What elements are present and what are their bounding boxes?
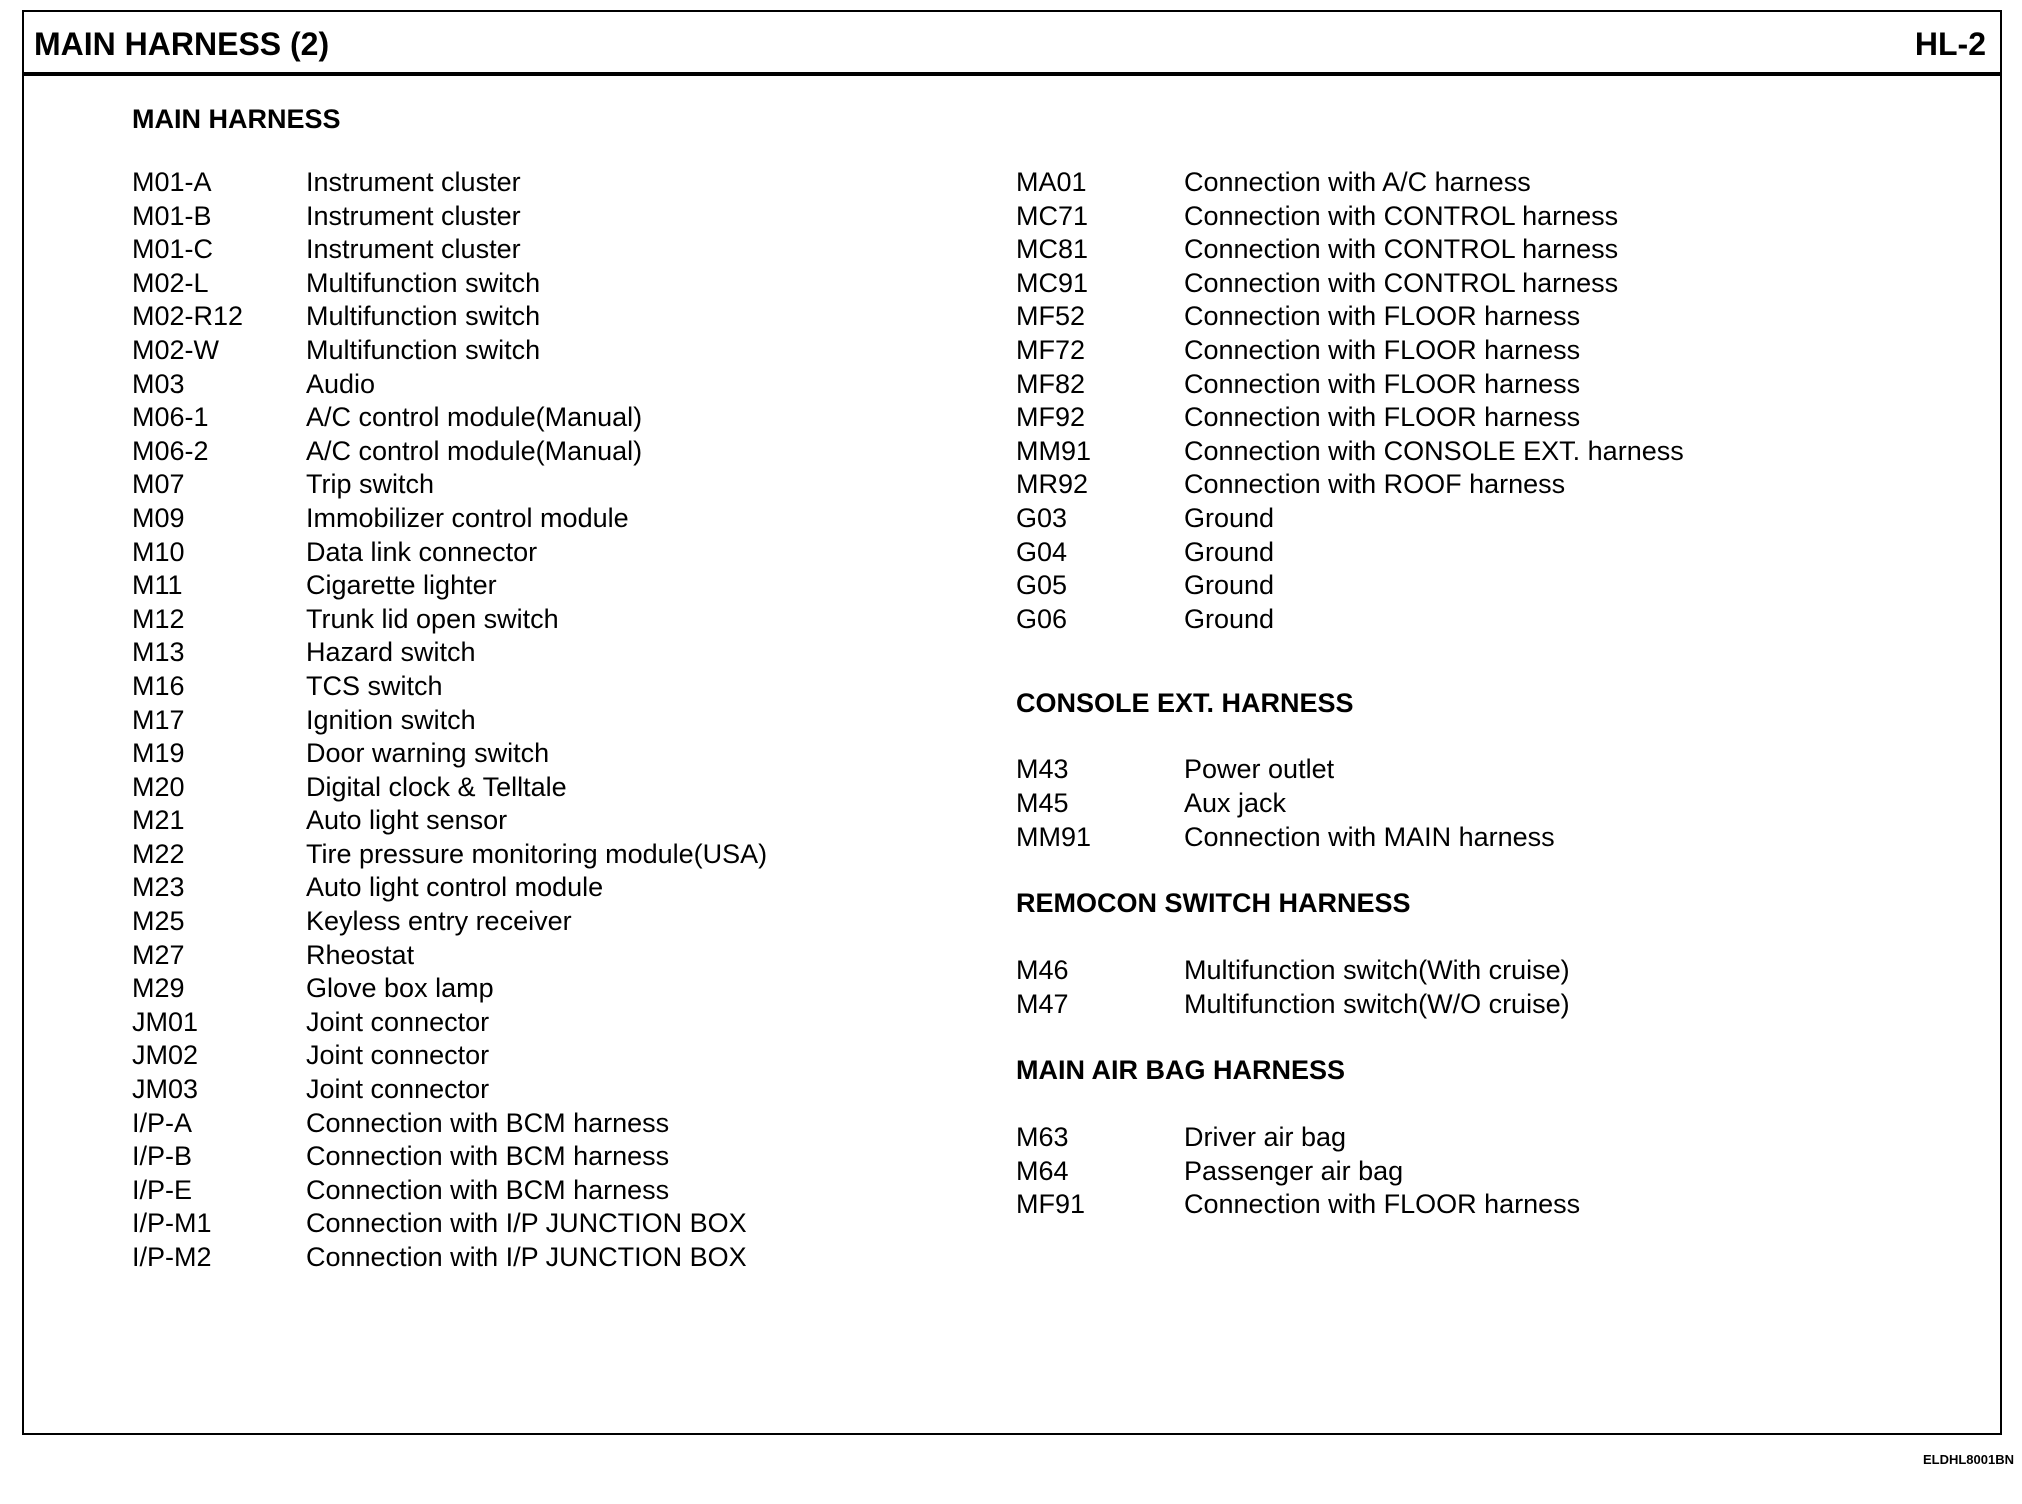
connector-description: Digital clock & Telltale xyxy=(306,771,567,802)
connector-code: M63 xyxy=(1016,1122,1069,1153)
connector-code: M02-L xyxy=(132,267,209,298)
connector-description: Immobilizer control module xyxy=(306,502,629,533)
connector-code: MF52 xyxy=(1016,301,1086,332)
connector-description: Joint connector xyxy=(306,1040,490,1071)
connector-description: Auto light control module xyxy=(306,872,604,903)
connector-description: Connection with FLOOR harness xyxy=(1184,402,1581,433)
list-item xyxy=(132,771,767,805)
list-item xyxy=(132,972,767,1006)
connector-code: I/P-E xyxy=(132,1174,193,1205)
list-item xyxy=(1016,334,1684,368)
list-item xyxy=(1016,368,1684,402)
connector-description: Connection with FLOOR harness xyxy=(1184,301,1581,332)
connector-code: MA01 xyxy=(1016,167,1087,197)
list-item xyxy=(1016,821,1684,855)
list-item xyxy=(1016,1188,1684,1222)
connector-description: Ground xyxy=(1184,603,1275,634)
connector-description: A/C control module(Manual) xyxy=(306,402,643,433)
connector-code: I/P-B xyxy=(132,1141,193,1172)
list-item xyxy=(1016,1121,1684,1155)
connector-description: Connection with BCM harness xyxy=(306,1174,670,1205)
connector-description: Connection with I/P JUNCTION BOX xyxy=(306,1242,747,1272)
connector-code: M07 xyxy=(132,469,185,500)
connector-description: Cigarette lighter xyxy=(306,570,497,601)
list-item xyxy=(132,468,767,502)
connector-code: M01-A xyxy=(132,167,212,197)
connector-description: Connection with CONTROL harness xyxy=(1184,234,1619,265)
main-air-bag-harness-list xyxy=(1016,1121,1684,1222)
connector-code: M03 xyxy=(132,368,185,399)
connector-code: M43 xyxy=(1016,754,1069,785)
connector-description: Joint connector xyxy=(306,1006,490,1037)
section-title-main-air-bag-harness: MAIN AIR BAG HARNESS xyxy=(1016,1055,1346,1086)
connector-description: Connection with ROOF harness xyxy=(1184,469,1566,500)
list-item xyxy=(132,939,767,973)
list-item xyxy=(1016,536,1684,570)
connector-description: Connection with MAIN harness xyxy=(1184,821,1555,852)
connector-description: Multifunction switch xyxy=(306,334,541,365)
remocon-switch-harness-list xyxy=(1016,954,1684,1021)
connector-description: Keyless entry receiver xyxy=(306,906,572,937)
list-item xyxy=(132,603,767,637)
connector-description: Glove box lamp xyxy=(306,973,494,1004)
connector-code: G05 xyxy=(1016,570,1068,601)
connector-code: JM02 xyxy=(132,1040,199,1071)
connector-code: M46 xyxy=(1016,955,1069,986)
connector-code: M13 xyxy=(132,637,185,668)
connector-code: MM91 xyxy=(1016,821,1092,852)
connector-description: Hazard switch xyxy=(306,637,476,668)
list-item xyxy=(132,838,767,872)
connector-description: Multifunction switch xyxy=(306,301,541,332)
connector-description: Multifunction switch(W/O cruise) xyxy=(1184,988,1570,1019)
connector-description: Power outlet xyxy=(1184,754,1335,785)
section-title-console-ext-harness: CONSOLE EXT. HARNESS xyxy=(1016,688,1354,719)
connector-description: Connection with A/C harness xyxy=(1184,167,1531,197)
right-column xyxy=(1016,70,1684,1222)
connector-description: Connection with FLOOR harness xyxy=(1184,1189,1581,1220)
connector-description: Auto light sensor xyxy=(306,805,508,836)
list-item xyxy=(1016,988,1684,1022)
connector-code: M22 xyxy=(132,838,185,869)
connector-code: M64 xyxy=(1016,1155,1069,1186)
list-item xyxy=(132,200,767,234)
list-item xyxy=(132,636,767,670)
connector-description: Tire pressure monitoring module(USA) xyxy=(306,838,768,869)
list-item xyxy=(132,737,767,771)
connector-code: M23 xyxy=(132,872,185,903)
list-item xyxy=(132,166,767,200)
list-item xyxy=(1016,502,1684,536)
list-item xyxy=(132,267,767,301)
connector-code: M02-R12 xyxy=(132,301,244,332)
connector-code: M27 xyxy=(132,939,185,970)
list-item xyxy=(132,1174,767,1208)
connector-description: Connection with BCM harness xyxy=(306,1141,670,1172)
list-item xyxy=(1016,166,1684,200)
connector-code: M11 xyxy=(132,570,183,601)
connector-description: Multifunction switch xyxy=(306,267,541,298)
list-item xyxy=(1016,468,1684,502)
connector-code: M12 xyxy=(132,603,185,634)
list-item xyxy=(132,1140,767,1174)
connector-code: I/P-M1 xyxy=(132,1208,212,1239)
connector-code: JM01 xyxy=(132,1006,199,1037)
connector-code: MF92 xyxy=(1016,402,1086,433)
connector-code: M16 xyxy=(132,670,185,701)
list-item xyxy=(132,536,767,570)
connector-description: Instrument cluster xyxy=(306,200,521,231)
list-item xyxy=(1016,1155,1684,1189)
list-item xyxy=(132,502,767,536)
list-item xyxy=(132,233,767,267)
connector-description: Passenger air bag xyxy=(1184,1155,1404,1186)
connector-code: MF72 xyxy=(1016,334,1086,365)
connector-code: MF91 xyxy=(1016,1189,1086,1220)
connector-code: M17 xyxy=(132,704,185,735)
connector-description: Connection with FLOOR harness xyxy=(1184,334,1581,365)
connector-description: Audio xyxy=(306,368,376,399)
connector-description: Multifunction switch(With cruise) xyxy=(1184,955,1570,986)
connector-description: Connection with CONTROL harness xyxy=(1184,200,1619,231)
connector-code: M19 xyxy=(132,738,185,769)
connector-description: Instrument cluster xyxy=(306,234,521,265)
connector-description: Door warning switch xyxy=(306,738,550,769)
list-item xyxy=(1016,200,1684,234)
list-item xyxy=(1016,603,1684,637)
image-reference-code: ELDHL8001BN xyxy=(1922,1452,2014,1467)
list-item xyxy=(132,435,767,469)
list-item xyxy=(132,871,767,905)
list-item xyxy=(132,1073,767,1107)
connector-code: M45 xyxy=(1016,787,1069,818)
connector-code: M09 xyxy=(132,502,185,533)
page-header xyxy=(24,12,2000,76)
connector-code: JM03 xyxy=(132,1074,199,1105)
connector-code: M02-W xyxy=(132,334,219,365)
list-item xyxy=(132,401,767,435)
left-column xyxy=(132,70,767,1275)
list-item xyxy=(132,569,767,603)
connector-description: Connection with BCM harness xyxy=(306,1107,670,1138)
list-item xyxy=(132,1107,767,1141)
connector-code: M25 xyxy=(132,906,185,937)
list-item xyxy=(132,1039,767,1073)
connector-code: G03 xyxy=(1016,502,1068,533)
connector-description: Ground xyxy=(1184,536,1275,567)
connector-description: Rheostat xyxy=(306,939,415,970)
list-item xyxy=(132,300,767,334)
connector-description: Connection with FLOOR harness xyxy=(1184,368,1581,399)
list-item xyxy=(132,804,767,838)
list-item xyxy=(132,368,767,402)
connector-code: M06-1 xyxy=(132,402,209,433)
console-ext-harness-list xyxy=(1016,753,1684,854)
page-code: HL-2 xyxy=(1914,26,1986,62)
list-item xyxy=(132,704,767,738)
connector-code: MC81 xyxy=(1016,234,1089,265)
connector-description: Joint connector xyxy=(306,1074,490,1105)
connector-description: Ground xyxy=(1184,570,1275,601)
connector-description: Trip switch xyxy=(306,469,435,500)
list-item xyxy=(132,1006,767,1040)
connector-description: Ground xyxy=(1184,502,1275,533)
connector-code: MC91 xyxy=(1016,267,1089,298)
connector-description: Connection with I/P JUNCTION BOX xyxy=(306,1208,747,1239)
list-item xyxy=(1016,435,1684,469)
main-harness-list-continued xyxy=(1016,166,1684,636)
connector-description: Ignition switch xyxy=(306,704,476,735)
connector-description: Trunk lid open switch xyxy=(306,603,559,634)
connector-description: Connection with CONSOLE EXT. harness xyxy=(1184,435,1684,466)
connector-code: MR92 xyxy=(1016,469,1089,500)
list-item xyxy=(1016,753,1684,787)
connector-code: M29 xyxy=(132,973,185,1004)
connector-code: M10 xyxy=(132,536,185,567)
list-item xyxy=(1016,787,1684,821)
connector-code: M01-B xyxy=(132,200,212,231)
connector-code: M21 xyxy=(132,805,185,836)
list-item xyxy=(1016,267,1684,301)
connector-code: M47 xyxy=(1016,988,1069,1019)
connector-code: M01-C xyxy=(132,234,214,265)
list-item xyxy=(1016,233,1684,267)
connector-code: MF82 xyxy=(1016,368,1086,399)
connector-code: G06 xyxy=(1016,603,1068,634)
list-item xyxy=(1016,954,1684,988)
section-title-main-harness: MAIN HARNESS xyxy=(132,104,341,134)
connector-description: Instrument cluster xyxy=(306,167,521,197)
list-item xyxy=(1016,569,1684,603)
list-item xyxy=(1016,300,1684,334)
list-item xyxy=(132,1207,767,1241)
list-item xyxy=(132,905,767,939)
connector-code: M20 xyxy=(132,771,185,802)
list-item xyxy=(1016,401,1684,435)
connector-code: G04 xyxy=(1016,536,1068,567)
connector-description: A/C control module(Manual) xyxy=(306,435,643,466)
main-harness-list xyxy=(132,166,767,1275)
connector-code: I/P-M2 xyxy=(132,1242,212,1272)
list-item xyxy=(132,1241,767,1275)
section-title-remocon-switch-harness: REMOCON SWITCH HARNESS xyxy=(1016,888,1411,919)
list-item xyxy=(132,334,767,368)
connector-description: Driver air bag xyxy=(1184,1122,1347,1153)
list-item xyxy=(132,670,767,704)
connector-description: TCS switch xyxy=(306,670,443,701)
connector-code: I/P-A xyxy=(132,1107,193,1138)
connector-description: Connection with CONTROL harness xyxy=(1184,267,1619,298)
connector-code: MM91 xyxy=(1016,435,1092,466)
page-title: MAIN HARNESS (2) xyxy=(34,26,330,62)
connector-code: MC71 xyxy=(1016,200,1089,231)
connector-code: M06-2 xyxy=(132,435,209,466)
connector-description: Data link connector xyxy=(306,536,538,567)
connector-description: Aux jack xyxy=(1184,787,1287,818)
